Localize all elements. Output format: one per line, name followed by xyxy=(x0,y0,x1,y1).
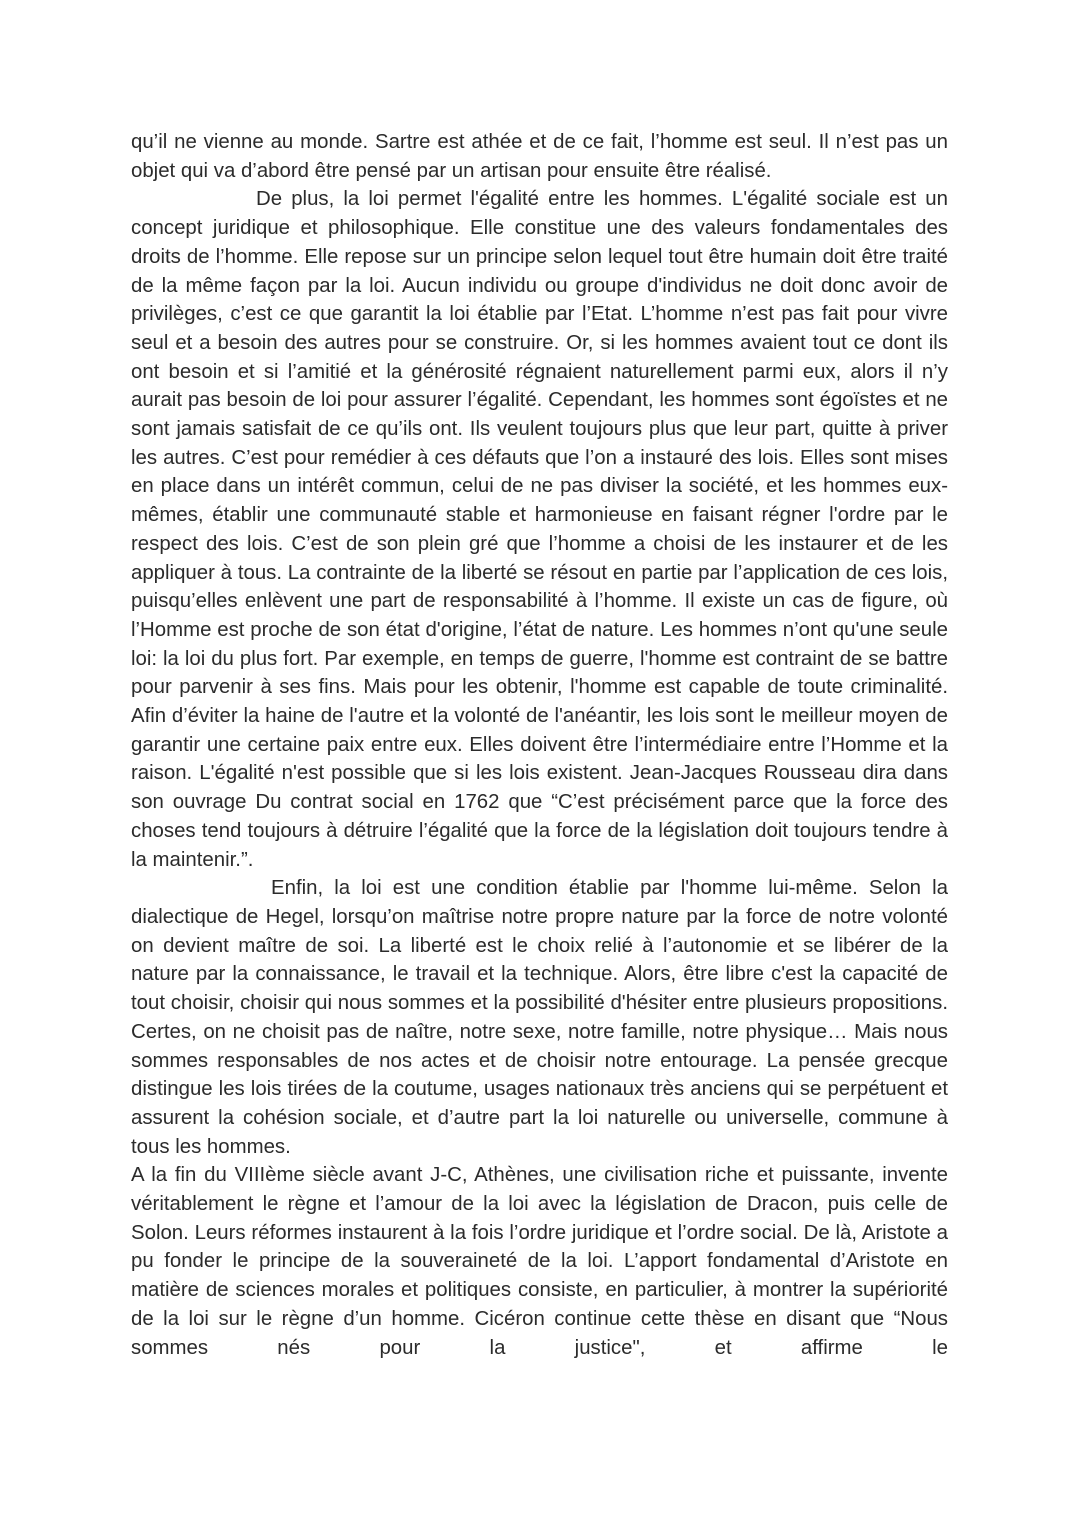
paragraph-athens: A la fin du VIIIème siècle avant J-C, Athènes, une civilisation riche et puissante, invente véritablement le règne et l’amour de la loi avec la législation de Dracon, puis celle de Solon. Leurs réformes instaurent à la fois l’ordre juridique et l’ordre social. De là, Aristote a pu fonder le principe de la souveraineté de la loi. L’apport fondamental d’Aristote en matière de sciences morales et politiques consiste, en particulier, à montrer la supériorité de la loi sur le règne d’un homme. Cicéron continue cette thèse en disant que “Nous sommes nés pour la justice", et affirme le xyxy=(131,1164,948,1359)
paragraph-equality: De plus, la loi permet l'égalité entre les hommes. L'égalité sociale est un concept juridique et philosophique. Elle constitue une des valeurs fondamentales des droits de l’homme. Elle repose sur un principe selon lequel tout être humain doit être traité de la même façon par la loi. Aucun individu ou groupe d'individus ne doit donc avoir de privilèges, c’est ce que garantit la loi établie par l’Etat. L’homme n’est pas fait pour vivre seul et a besoin des autres pour se construire. Or, si les hommes avaient tout ce dont ils ont besoin et si l’amitié et la générosité régnaient naturellement parmi eux, alors il n’y aurait pas besoin de loi pour assurer l’égalité. Cependant, les hommes sont égoïstes et ne sont jamais satisfait de ce qu’ils ont. Ils veulent toujours plus que leur part, quitte à priver les autres. C’est pour remédier à ces défauts que l’on a instauré des lois. Elles sont mises en place dans un intérêt commun, celui de ne pas diviser la société, et les hommes eux-mêmes, établir une communauté stable et harmonieuse en faisant régner l'ordre par le respect des lois. C’est de son plein gré que l’homme a choisi de les instaurer et de les appliquer à tous. La contrainte de la liberté se résout en partie par l’application de ces lois, puisqu’elles enlèvent une part de responsabilité à l’homme. Il existe un cas de figure, où l’Homme est proche de son état d'origine, l’état de nature. Les hommes n’ont qu'une seule loi: la loi du plus fort. Par exemple, en temps de guerre, l'homme est contraint de se battre pour parvenir à ses fins. Mais pour les obtenir, l'homme est capable de toute criminalité. Afin d’éviter la haine de l'autre et la volonté de l'anéantir, les lois sont le meilleur moyen de garantir une certaine paix entre eux. Elles doivent être l’intermédiaire entre l’Homme et la raison. L'égalité n'est possible que si les lois existent. Jean-Jacques Rousseau dira dans son ouvrage Du contrat social en 1762 que “C’est précisément parce que la force des choses tend toujours à détruire l’égalité que la force de la législation doit toujours tendre à la maintenir.”. xyxy=(131,188,948,871)
paragraph-continuation: qu’il ne vienne au monde. Sartre est athée et de ce fait, l’homme est seul. Il n’est pas un objet qui va d’abord être pensé par un artisan pour ensuite être réalisé. xyxy=(131,131,948,182)
paragraph-hegel: Enfin, la loi est une condition établie par l'homme lui-même. Selon la dialectique de Hegel, lorsqu’on maîtrise notre propre nature par la force de notre volonté on devient maître de soi. La liberté est le choix relié à l’autonomie et se libérer de la nature par la connaissance, le travail et la technique. Alors, être libre c'est la capacité de tout choisir, choisir qui nous sommes et la possibilité d'hésiter entre plusieurs propositions. Certes, on ne choisit pas de naître, notre sexe, notre famille, notre physique… Mais nous sommes responsables de nos actes et de choisir notre entourage. La pensée grecque distingue les lois tirées de la coutume, usages nationaux très anciens qui se perpétuent et assurent la cohésion sociale, et d’autre part la loi naturelle ou universelle, commune à tous les hommes. xyxy=(131,877,948,1158)
document-page xyxy=(131,128,948,1362)
